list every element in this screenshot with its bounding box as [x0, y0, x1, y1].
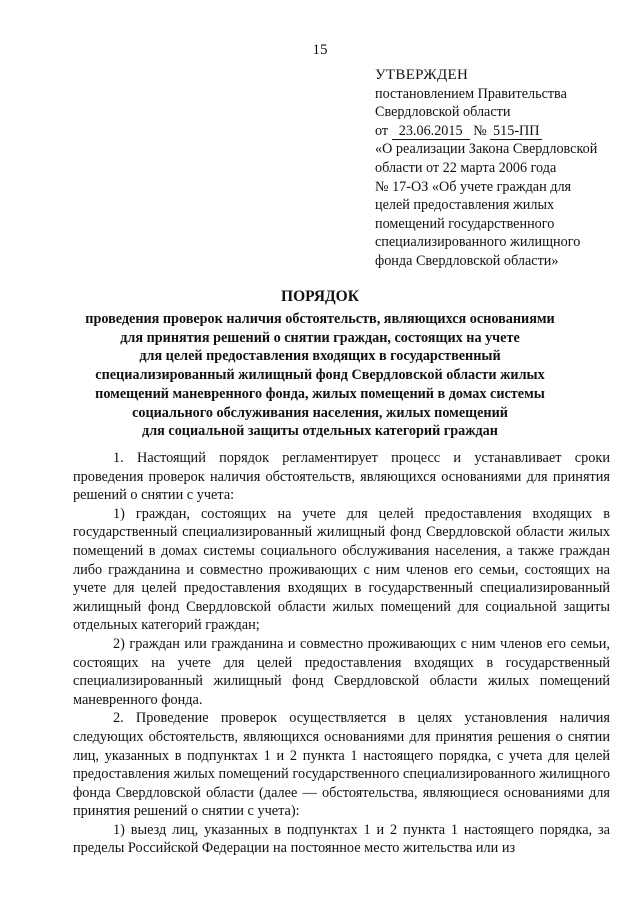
approval-line: «О реализации Закона Свердловской — [375, 141, 598, 158]
subtitle-line: специализированный жилищный фонд Свердловской области жилых — [95, 367, 545, 384]
document-title: ПОРЯДОК — [281, 288, 359, 305]
approval-line: № 17-ОЗ «Об учете граждан для — [375, 178, 572, 195]
subtitle-line: социального обслуживания населения, жилых помещений — [132, 404, 508, 421]
number-prefix: № — [473, 122, 487, 139]
body-paragraph: 2. Проведение проверок осуществляется в целях установления наличия следующих обстоятельств, являющихся основаниями для принятия решения о снятии лиц, указанных в подпунктах 1 и 2 пункта 1 настоящего порядка, с учета для целей предоставления жилых помещений государственного специализированного жилищного фонда Свердловской области (далее — обстоятельства, являющиеся основаниями для принятия решений о снятии с учета): — [73, 710, 610, 820]
approval-date-line — [375, 122, 625, 141]
body-paragraph: 2) граждан или гражданина и совместно проживающих с ним членов его семьи, состоящих на учете для целей предоставления входящих в государственный специализированный жилищный фонд Свердловской области жилых помещений маневренного фонда. — [73, 635, 610, 708]
document-body — [73, 449, 610, 858]
approval-line: области от 22 марта 2006 года — [375, 159, 557, 176]
body-paragraph: 1. Настоящий порядок регламентирует процесс и устанавливает сроки проведения проверок наличия обстоятельств, являющихся основаниями для принятия решений о снятии с учета: — [73, 450, 610, 504]
approval-block — [375, 66, 625, 271]
document-subtitle — [60, 310, 580, 441]
approval-line: помещений государственного — [375, 215, 555, 232]
subtitle-line: для целей предоставления входящих в государственный — [139, 348, 501, 365]
approval-line: фонда Свердловской области» — [375, 252, 559, 269]
subtitle-line: для принятия решений о снятии граждан, состоящих на учете — [120, 329, 520, 346]
approval-line: целей предоставления жилых — [375, 197, 555, 214]
approval-number: 515-ПП — [490, 124, 542, 140]
page-number: 15 — [312, 42, 328, 58]
approval-line: специализированного жилищного — [375, 234, 581, 251]
body-paragraph: 1) выезд лиц, указанных в подпунктах 1 и 2 пункта 1 настоящего порядка, за пределы Российской Федерации на постоянное место жительства или из — [73, 821, 610, 857]
approval-heading: УТВЕРЖДЕН — [375, 67, 469, 83]
subtitle-line: помещений маневренного фонда, жилых помещений в домах системы — [95, 385, 545, 402]
subtitle-line: проведения проверок наличия обстоятельств, являющихся основаниями — [85, 311, 555, 327]
date-prefix: от — [375, 122, 389, 139]
approval-date: 23.06.2015 — [392, 124, 470, 140]
approval-line: Свердловской области — [375, 104, 511, 121]
body-paragraph: 1) граждан, состоящих на учете для целей предоставления входящих в государственный специализированный жилищный фонд Свердловской области жилых помещений в домах системы социального обслуживания населения, а также граждан либо гражданина и совместно проживающих с ним членов его семьи, состоящих на учете для целей предоставления входящих в государственный специализированный жилищный фонд Свердловской области жилых помещений для социальной защиты отдельных категорий граждан; — [73, 505, 610, 634]
subtitle-line: для социальной защиты отдельных категорий граждан — [142, 423, 498, 440]
approval-line: постановлением Правительства — [375, 85, 567, 102]
